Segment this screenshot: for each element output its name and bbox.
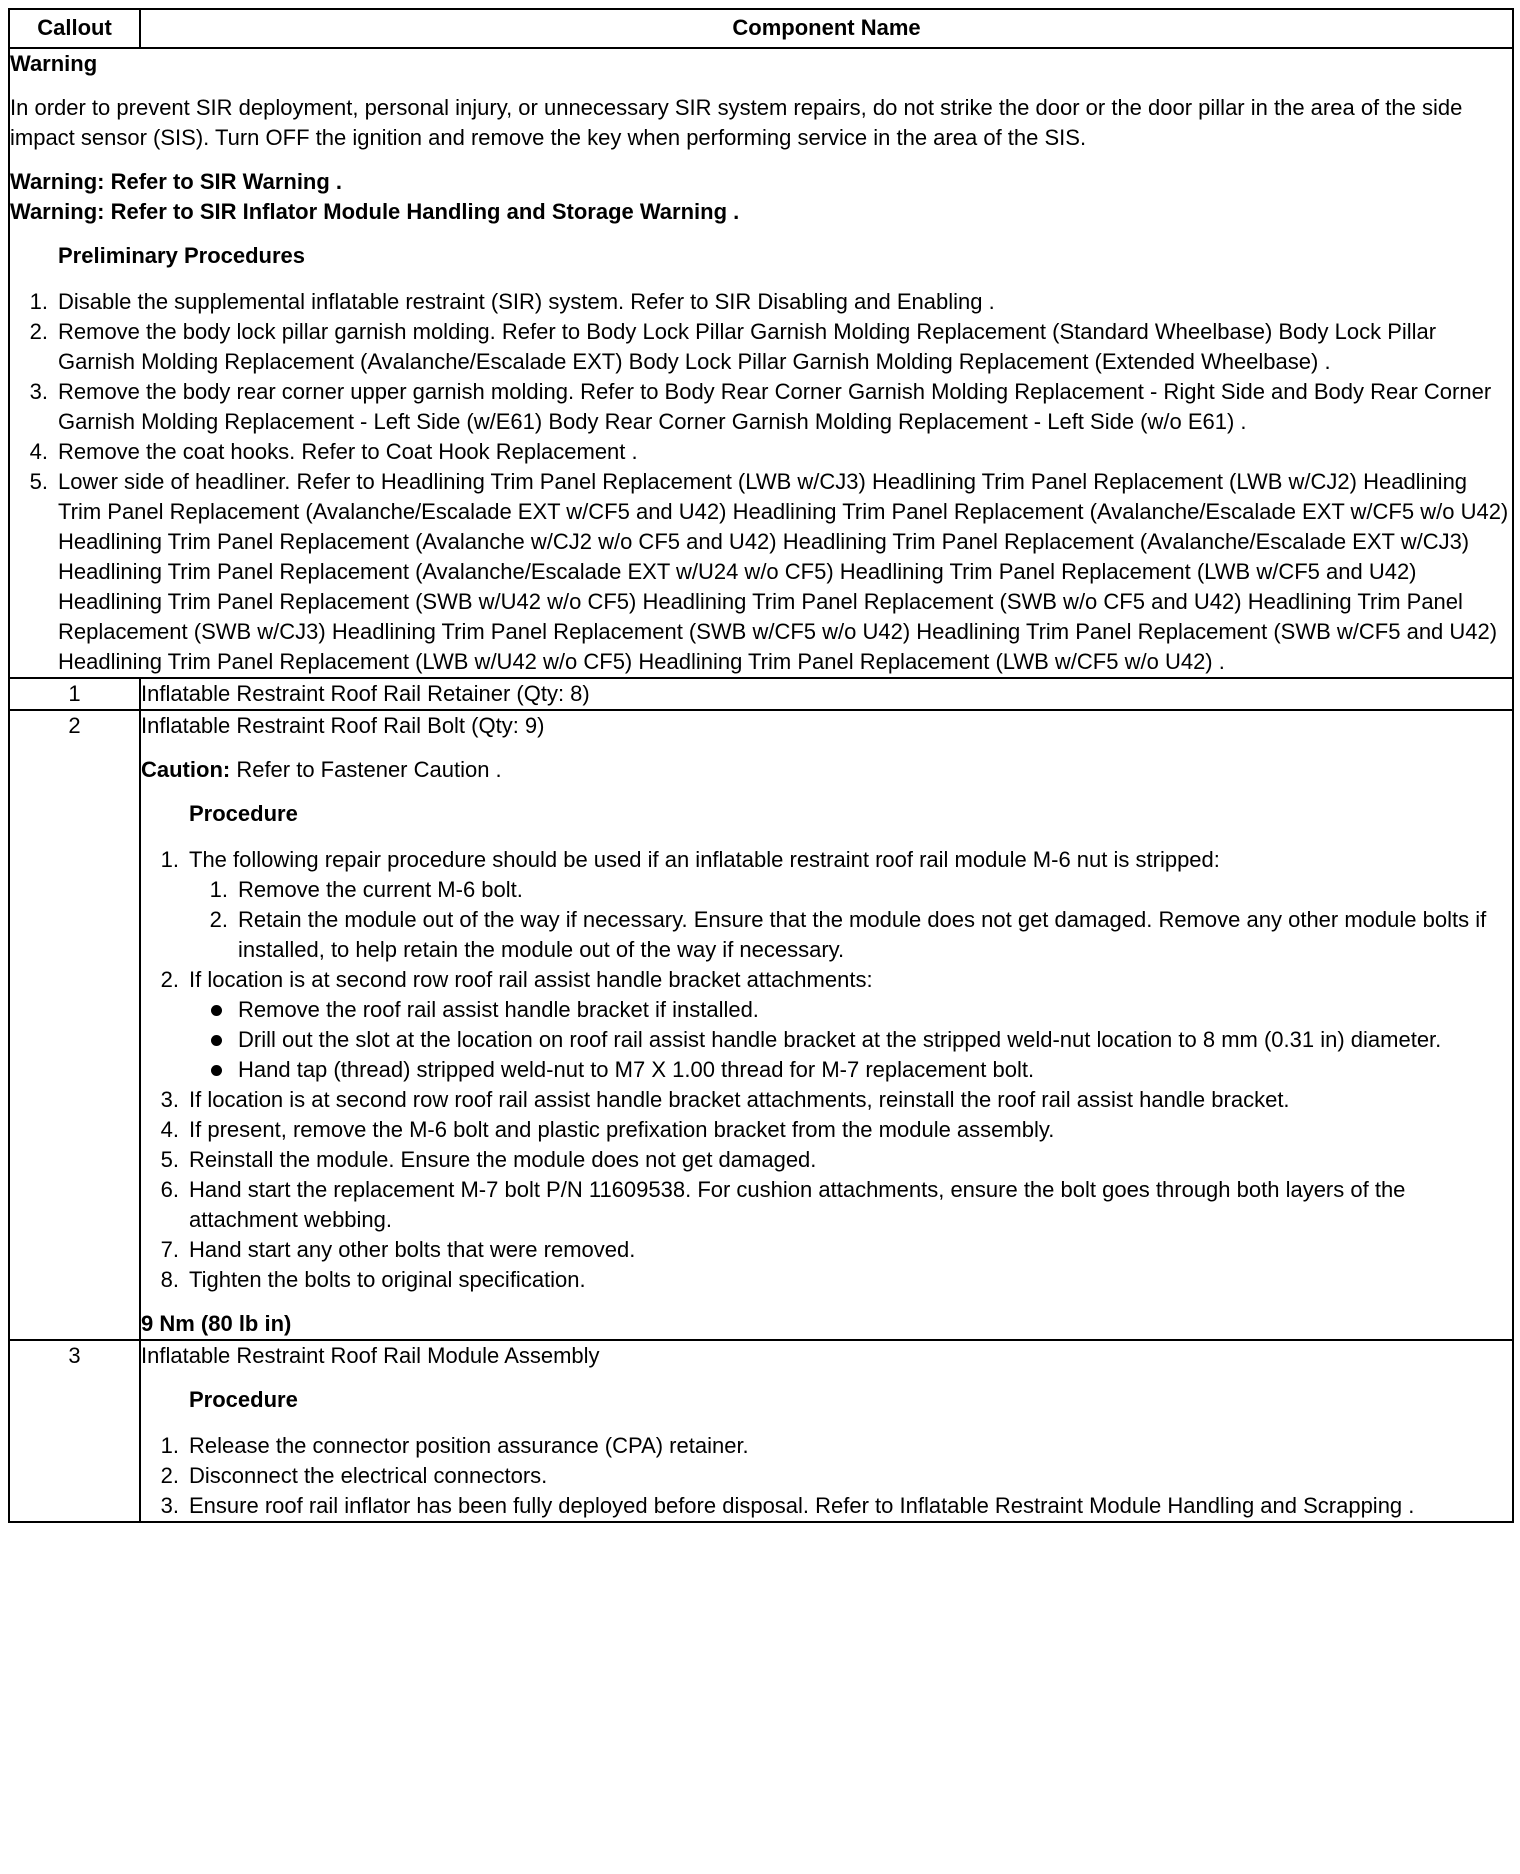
warning-refer-inflator: Warning: Refer to SIR Inflator Module Handling and Storage Warning .: [10, 199, 740, 224]
sub-step-text: Retain the module out of the way if necessary. Ensure that the module does not get damaged. Remove any other module bolts if installed, to help retain the module out of the way if necessary.: [238, 907, 1487, 962]
component-name: Inflatable Restraint Roof Rail Retainer (Qty: 8): [140, 678, 1513, 710]
step-number: 6.: [160, 1177, 179, 1202]
list-item: [141, 965, 1512, 1085]
callout-number: 2: [9, 710, 140, 1340]
component-table: [8, 8, 1514, 1523]
step-number: 7.: [160, 1237, 179, 1262]
list-item: [10, 317, 1512, 377]
step-number: 4.: [29, 439, 48, 464]
component-cell: [140, 710, 1513, 1340]
step-number: 4.: [160, 1117, 179, 1142]
step-text: Remove the coat hooks. Refer to Coat Hook Replacement .: [58, 439, 638, 464]
list-item: [141, 1175, 1512, 1235]
bullet-text: Hand tap (thread) stripped weld-nut to M7 X 1.00 thread for M-7 replacement bolt.: [238, 1057, 1035, 1082]
preliminary-procedures-title: Preliminary Procedures: [58, 243, 306, 268]
bullet-icon: [211, 1065, 222, 1076]
component-cell: [140, 1340, 1513, 1522]
list-item: [141, 845, 1512, 965]
list-item: [141, 1145, 1512, 1175]
list-item: [189, 995, 1512, 1025]
step-number: 5.: [29, 469, 48, 494]
list-item: [189, 905, 1512, 965]
step-number: 3.: [160, 1087, 179, 1112]
step-text: Hand start the replacement M-7 bolt P/N 11609538. For cushion attachments, ensure the bolt goes through both layers of the attachment webbing.: [189, 1177, 1406, 1232]
step-text: Ensure roof rail inflator has been fully deployed before disposal. Refer to Inflatable Restraint Module Handling and Scrapping .: [189, 1493, 1415, 1518]
procedure-steps: [141, 845, 1512, 1295]
torque-spec: 9 Nm (80 lb in): [141, 1311, 292, 1336]
step-text: Tighten the bolts to original specification.: [189, 1267, 586, 1292]
step-number: 3.: [160, 1493, 179, 1518]
header-row: [9, 9, 1513, 48]
caution-text: Refer to Fastener Caution .: [230, 757, 502, 782]
list-item: [10, 437, 1512, 467]
warning-text: In order to prevent SIR deployment, personal injury, or unnecessary SIR system repairs, do not strike the door or the door pillar in the area of the side impact sensor (SIS). Turn OFF the ignition and remove the key when performing service in the area of the SIS.: [10, 95, 1463, 150]
warning-refer-sir: Warning: Refer to SIR Warning .: [10, 169, 343, 194]
step-text: Hand start any other bolts that were removed.: [189, 1237, 636, 1262]
list-item: [141, 1461, 1512, 1491]
step-number: 2.: [160, 967, 179, 992]
list-item: [141, 1235, 1512, 1265]
step-text: Reinstall the module. Ensure the module does not get damaged.: [189, 1147, 817, 1172]
callout-number: 1: [9, 678, 140, 710]
step-text: If location is at second row roof rail assist handle bracket attachments, reinstall the roof rail assist handle bracket.: [189, 1087, 1290, 1112]
bullet-icon: [211, 1035, 222, 1046]
intro-cell: [9, 48, 1513, 678]
procedure-title: Procedure: [189, 1387, 298, 1412]
component-name-header: Component Name: [140, 9, 1513, 48]
step-text: Remove the body lock pillar garnish molding. Refer to Body Lock Pillar Garnish Molding Replacement (Standard Wheelbase) Body Lock Pillar Garnish Molding Replacement (Avalanche/Escalade EXT) Body Lock Pillar Garnish Molding Replacement (Extended Wheelbase) .: [58, 319, 1437, 374]
sub-steps: [189, 875, 1512, 965]
step-number: 1.: [29, 289, 48, 314]
sub-step-number: 1.: [209, 877, 228, 902]
warning-title: Warning: [10, 51, 98, 76]
bullet-text: Remove the roof rail assist handle bracket if installed.: [238, 997, 759, 1022]
table-row: [9, 1340, 1513, 1522]
step-number: 3.: [29, 379, 48, 404]
step-number: 1.: [160, 1433, 179, 1458]
step-number: 2.: [160, 1463, 179, 1488]
procedure-steps: [141, 1431, 1512, 1521]
component-name: Inflatable Restraint Roof Rail Module Assembly: [141, 1343, 600, 1368]
step-text: If present, remove the M-6 bolt and plastic prefixation bracket from the module assembly.: [189, 1117, 1055, 1142]
step-text: Remove the body rear corner upper garnish molding. Refer to Body Rear Corner Garnish Molding Replacement - Right Side and Body Rear Corner Garnish Molding Replacement - Left Side (w/E61) Body Rear Corner Garnish Molding Replacement - Left Side (w/o E61) .: [58, 379, 1492, 434]
table-row: [9, 710, 1513, 1340]
step-number: 5.: [160, 1147, 179, 1172]
bullet-icon: [211, 1005, 222, 1016]
list-item: [141, 1085, 1512, 1115]
caution-label: Caution:: [141, 757, 231, 782]
step-text: Lower side of headliner. Refer to Headlining Trim Panel Replacement (LWB w/CJ3) Headlining Trim Panel Replacement (LWB w/CJ2) Headlining Trim Panel Replacement (Avalanche/Escalade EXT w/CF5 and U42) Headlining Trim Panel Replacement (Avalanche/Escalade EXT w/CF5 w/o U42) Headlining Trim Panel Replacement (Avalanche w/CJ2 w/o CF5 and U42) Headlining Trim Panel Replacement (Avalanche/Escalade EXT w/CJ3) Headlining Trim Panel Replacement (Avalanche/Escalade EXT w/U24 w/o CF5) Headlining Trim Panel Replacement (LWB w/CF5 and U42) Headlining Trim Panel Replacement (SWB w/U42 w/o CF5) Headlining Trim Panel Replacement (SWB w/o CF5 and U42) Headlining Trim Panel Replacement (SWB w/CJ3) Headlining Trim Panel Replacement (SWB w/CF5 w/o U42) Headlining Trim Panel Replacement (SWB w/CF5 and U42) Headlining Trim Panel Replacement (LWB w/U42 w/o CF5) Headlining Trim Panel Replacement (LWB w/CF5 w/o U42) .: [58, 469, 1509, 674]
list-item: [10, 287, 1512, 317]
caution-note: [141, 755, 1512, 785]
list-item: [10, 467, 1512, 677]
list-item: [189, 875, 1512, 905]
list-item: [141, 1115, 1512, 1145]
step-number: 1.: [160, 847, 179, 872]
preliminary-steps: [10, 287, 1512, 677]
bullet-list: [189, 995, 1512, 1085]
step-text: Release the connector position assurance (CPA) retainer.: [189, 1433, 749, 1458]
list-item: [141, 1431, 1512, 1461]
intro-row: [9, 48, 1513, 678]
component-name: Inflatable Restraint Roof Rail Bolt (Qty: 9): [141, 713, 545, 738]
list-item: [141, 1491, 1512, 1521]
procedure-title: Procedure: [189, 801, 298, 826]
bullet-text: Drill out the slot at the location on roof rail assist handle bracket at the stripped weld-nut location to 8 mm (0.31 in) diameter.: [238, 1027, 1442, 1052]
step-number: 2.: [29, 319, 48, 344]
table-row: [9, 678, 1513, 710]
step-text: The following repair procedure should be used if an inflatable restraint roof rail module M-6 nut is stripped:: [189, 847, 1220, 872]
step-text: Disconnect the electrical connectors.: [189, 1463, 548, 1488]
step-text: If location is at second row roof rail assist handle bracket attachments:: [189, 967, 873, 992]
sub-step-text: Remove the current M-6 bolt.: [238, 877, 523, 902]
sub-step-number: 2.: [209, 907, 228, 932]
step-number: 8.: [160, 1267, 179, 1292]
step-text: Disable the supplemental inflatable restraint (SIR) system. Refer to SIR Disabling and Enabling .: [58, 289, 995, 314]
list-item: [10, 377, 1512, 437]
list-item: [189, 1055, 1512, 1085]
callout-number: 3: [9, 1340, 140, 1522]
list-item: [189, 1025, 1512, 1055]
list-item: [141, 1265, 1512, 1295]
callout-header: Callout: [9, 9, 140, 48]
